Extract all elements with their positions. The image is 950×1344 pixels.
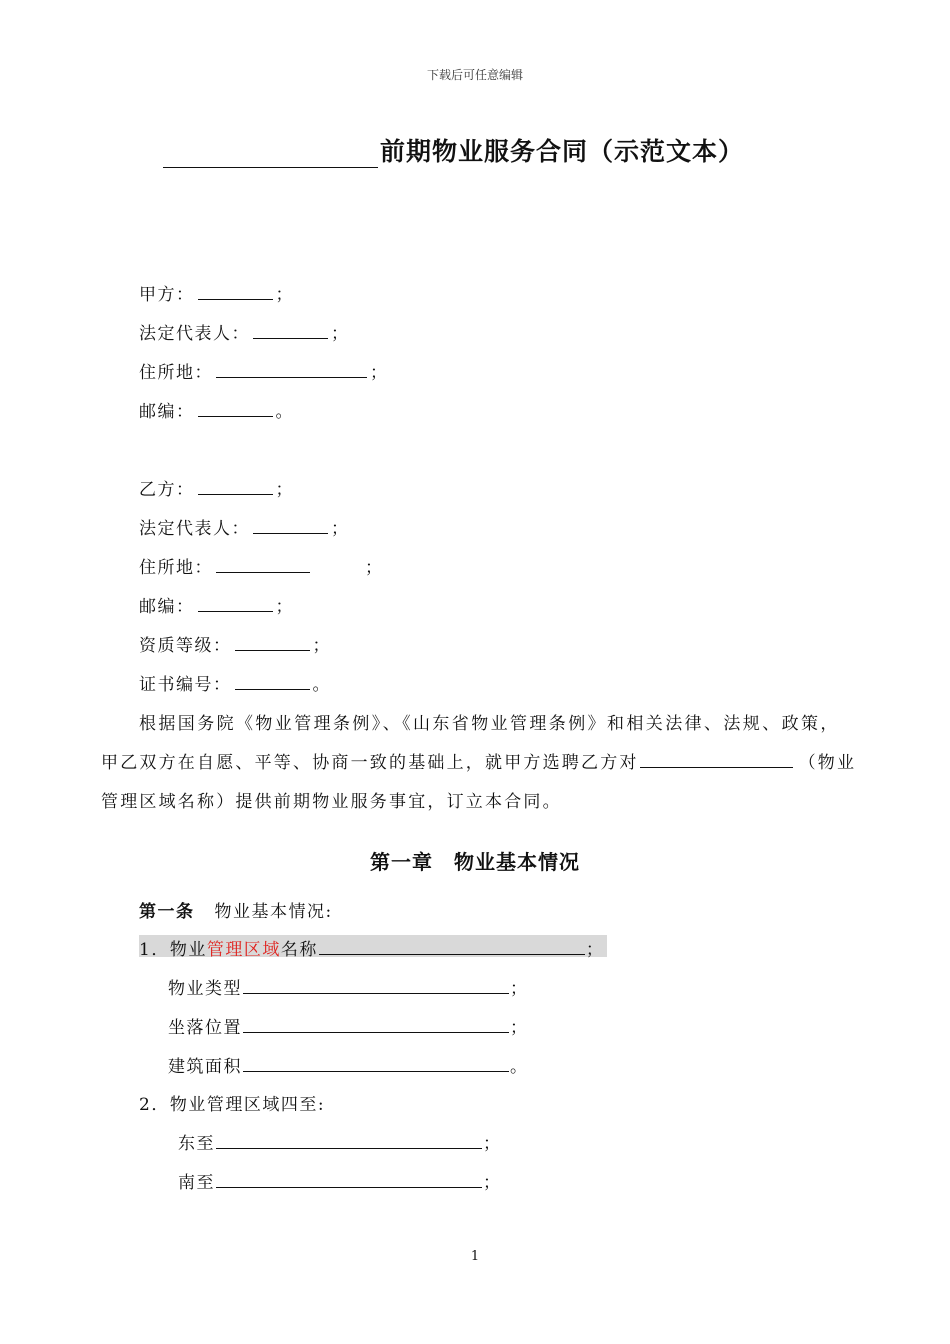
party-b-name-row: 乙方： ； (139, 475, 294, 500)
party-a-postcode-row: 邮编： 。 (139, 397, 294, 422)
item-2-row: 2．物业管理区域四至: (139, 1095, 326, 1115)
party-a-rep-blank (253, 321, 328, 339)
party-b-cert-row: 证书编号： 。 (139, 670, 331, 695)
floor-area-blank (243, 1054, 509, 1072)
party-b-rep-blank (253, 516, 328, 534)
party-b-name-blank (198, 477, 273, 495)
south-boundary-row: 南至 ； (178, 1168, 502, 1193)
header-note: 下载后可任意编辑 (426, 68, 523, 82)
floor-area-row: 建筑面积 。 (168, 1052, 529, 1077)
intro-area-blank (640, 750, 793, 768)
chapter-title: 第一章 物业基本情况 (370, 850, 580, 874)
property-type-blank (243, 976, 509, 994)
title-text: 前期物业服务合同（示范文本） (380, 137, 745, 166)
party-b-rep-row: 法定代表人： ； (139, 514, 350, 539)
east-boundary-row: 东至 ； (178, 1129, 502, 1154)
party-b-address-row: 住所地： ； (139, 553, 384, 578)
party-a-address-blank (216, 360, 367, 378)
intro-line-3: 管理区域名称）提供前期物业服务事宜，订立本合同。 (101, 792, 562, 812)
page-number: 1 (470, 1249, 480, 1264)
location-row: 坐落位置 ； (168, 1013, 529, 1038)
contract-title (163, 132, 744, 168)
party-a-address-row: 住所地： ； (139, 358, 389, 383)
party-b-qualification-blank (235, 633, 310, 651)
party-b-qualification-row: 资质等级： ； (139, 631, 331, 656)
party-a-name-blank (198, 282, 273, 300)
party-b-cert-blank (235, 672, 310, 690)
east-boundary-blank (216, 1131, 482, 1149)
item-1-name-blank (319, 937, 585, 955)
intro-line-2: 甲乙双方在自愿、平等、协商一致的基础上，就甲方选聘乙方对 （物业 (101, 748, 851, 773)
highlighted-term: 管理区域 (206, 940, 281, 960)
party-b-postcode-blank (198, 594, 273, 612)
article-1-label: 第一条 (139, 902, 195, 922)
property-type-row: 物业类型 ； (168, 974, 529, 999)
party-a-name-row: 甲方： ； (139, 280, 294, 305)
party-b-postcode-row: 邮编： ； (139, 592, 294, 617)
title-blank (163, 141, 378, 168)
party-b-address-blank (216, 555, 310, 573)
party-a-rep-row: 法定代表人： ； (139, 319, 350, 344)
item-1-row: 1．物业管理区域名称 ； (139, 935, 607, 957)
party-a-postcode-blank (198, 399, 273, 417)
article-1-heading: 第一条 物业基本情况: (139, 902, 333, 922)
intro-line-1: 根据国务院《物业管理条例》、《山东省物业管理条例》和相关法律、法规、政策， (139, 714, 840, 734)
location-blank (243, 1015, 509, 1033)
south-boundary-blank (216, 1170, 482, 1188)
